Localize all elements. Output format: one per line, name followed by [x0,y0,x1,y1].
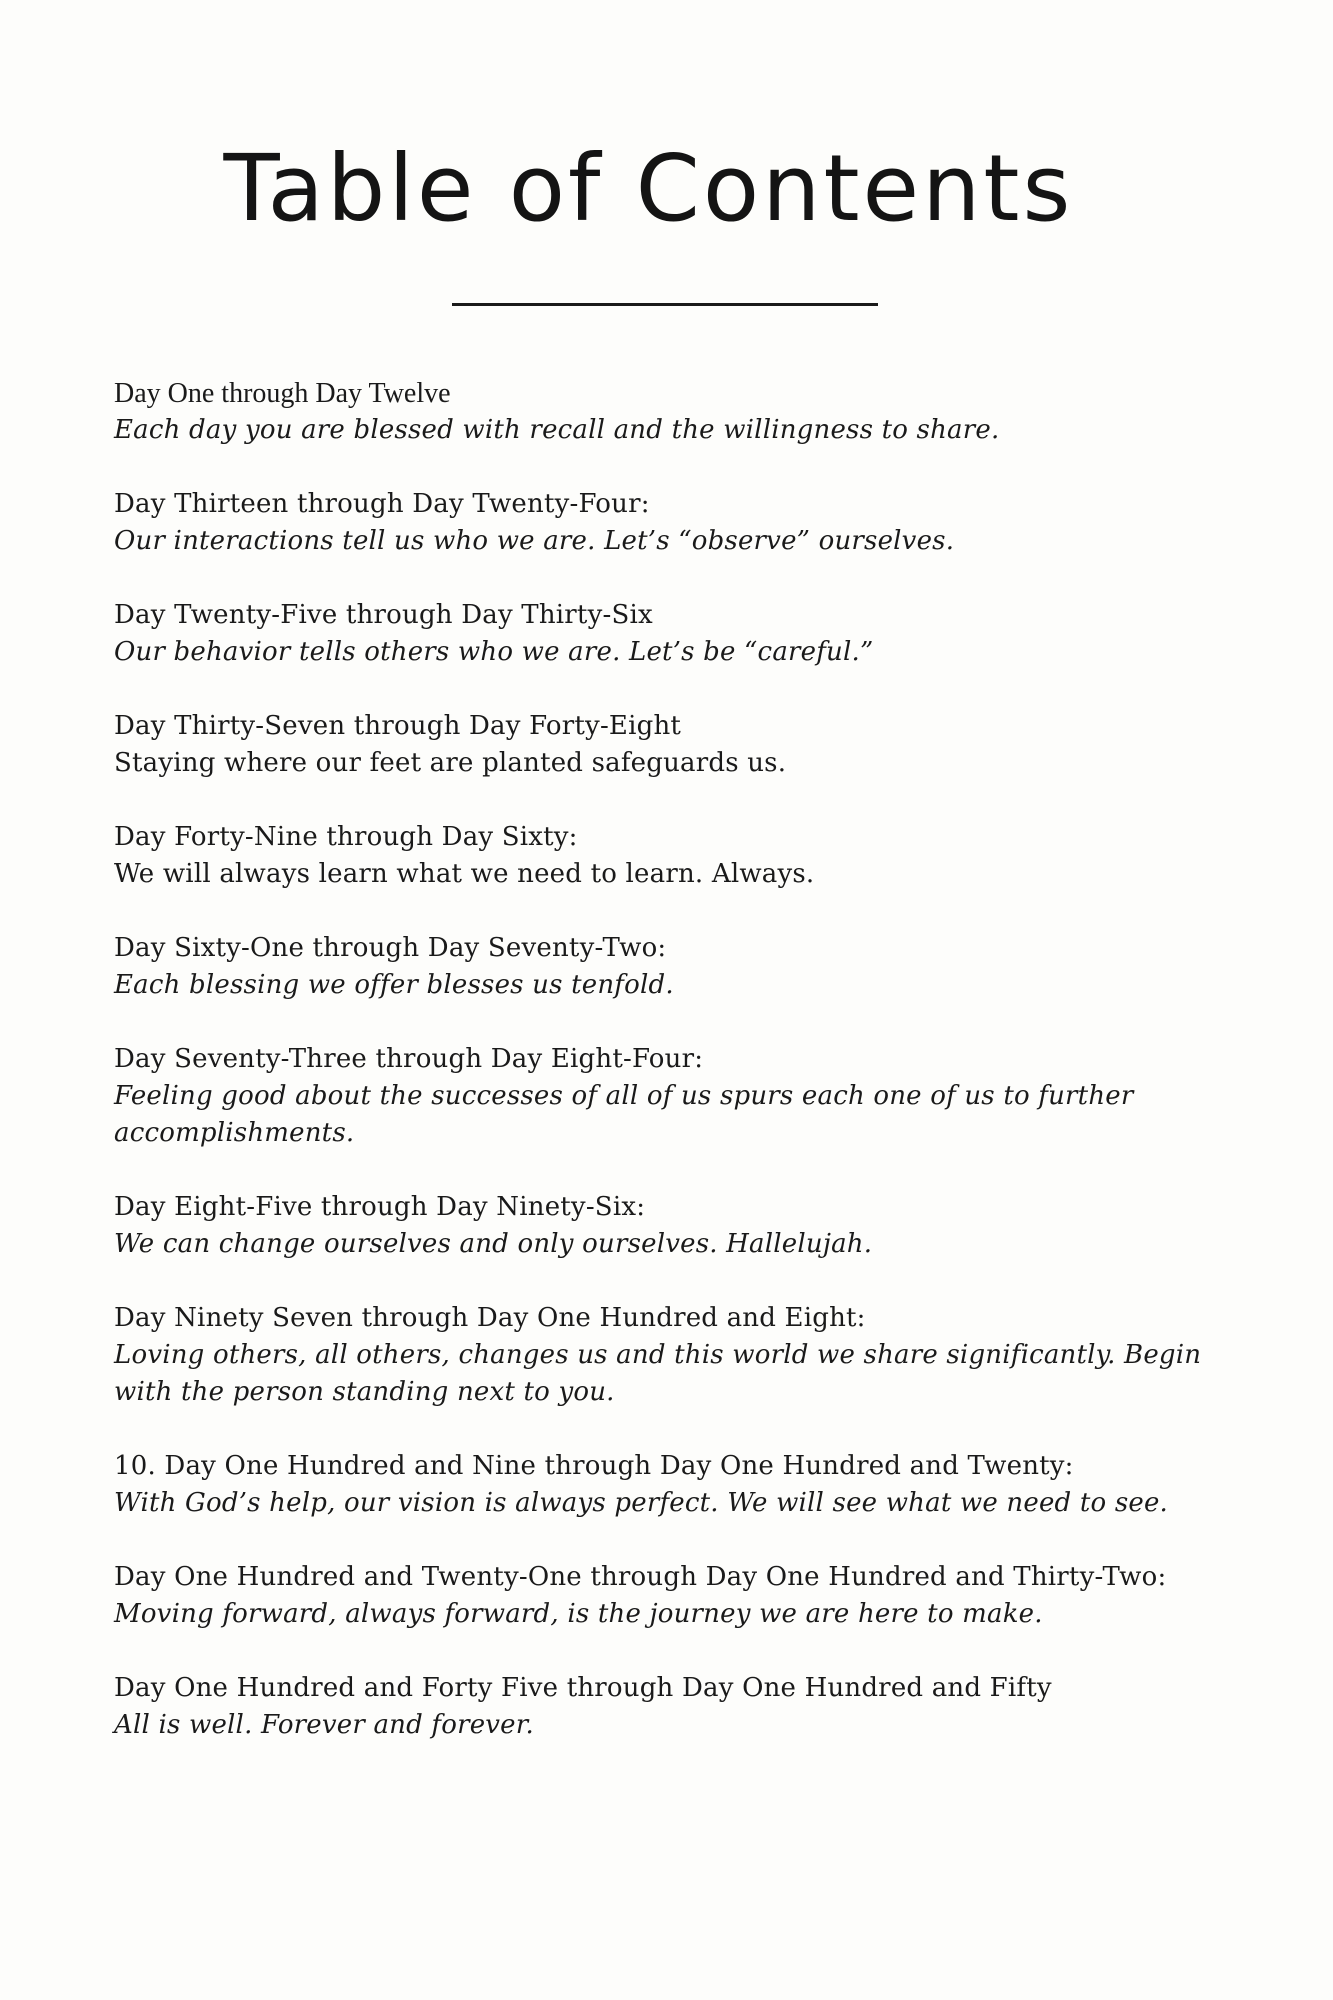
toc-entry [114,486,1224,560]
toc-entry-heading: Day Forty-Nine through Day Sixty: [114,822,578,852]
toc-entry-description: With God’s help, our vision is always perfect. We will see what we need to see. [114,1488,1169,1518]
toc-entry-description: All is well. Forever and forever. [114,1710,535,1740]
toc-entry-description: Feeling good about the successes of all of us spurs each one of us to further accomplishments. [114,1081,1134,1148]
toc-entry [114,597,1224,671]
toc-entry-heading: Day Thirteen through Day Twenty-Four: [114,489,650,519]
toc-entry-description: We will always learn what we need to learn. Always. [114,859,815,889]
toc-entry-heading: Day Ninety Seven through Day One Hundred and Eight: [114,1303,866,1333]
toc-entry-heading: 10. Day One Hundred and Nine through Day One Hundred and Twenty: [114,1451,1074,1481]
toc-entry-heading: Day Sixty-One through Day Seventy-Two: [114,933,667,963]
toc-entry-heading: Day Seventy-Three through Day Eight-Four: [114,1044,704,1074]
toc-entry-heading: Day Twenty-Five through Day Thirty-Six [114,600,653,630]
toc-entry [114,708,1224,782]
page-title: Table of Contents [223,135,1074,242]
toc-entry-description: Moving forward, always forward, is the journey we are here to make. [114,1599,1043,1629]
toc-entry-description: We can change ourselves and only ourselves. Hallelujah. [114,1229,873,1259]
toc-entry-heading: Day One through Day Twelve [114,378,451,409]
toc-entry [114,1670,1224,1744]
toc-entry [114,1189,1224,1263]
toc-entry [114,1300,1224,1411]
toc-entry-description: Loving others, all others, changes us and this world we share significantly. Begin with the person standing next to you. [114,1340,1202,1407]
toc-entry [114,375,1224,449]
toc-entry-heading: Day One Hundred and Twenty-One through Day One Hundred and Thirty-Two: [114,1562,1167,1592]
toc-list [114,375,1224,1781]
toc-entry [114,1559,1224,1633]
toc-entry-heading: Day One Hundred and Forty Five through Day One Hundred and Fifty [114,1673,1052,1703]
toc-entry [114,1041,1224,1152]
toc-entry [114,819,1224,893]
toc-entry-heading: Day Thirty-Seven through Day Forty-Eight [114,711,682,741]
toc-entry-description: Staying where our feet are planted safeguards us. [114,748,787,778]
toc-entry-description: Our behavior tells others who we are. Let’s be “careful.” [114,637,874,667]
title-divider [452,303,878,306]
toc-entry-description: Our interactions tell us who we are. Let’s “observe” ourselves. [114,526,955,556]
toc-entry [114,930,1224,1004]
toc-entry-description: Each blessing we offer blesses us tenfold. [114,970,674,1000]
toc-entry-heading: Day Eight-Five through Day Ninety-Six: [114,1192,646,1222]
toc-entry [114,1448,1224,1522]
toc-entry-description: Each day you are blessed with recall and the willingness to share. [114,415,1000,445]
